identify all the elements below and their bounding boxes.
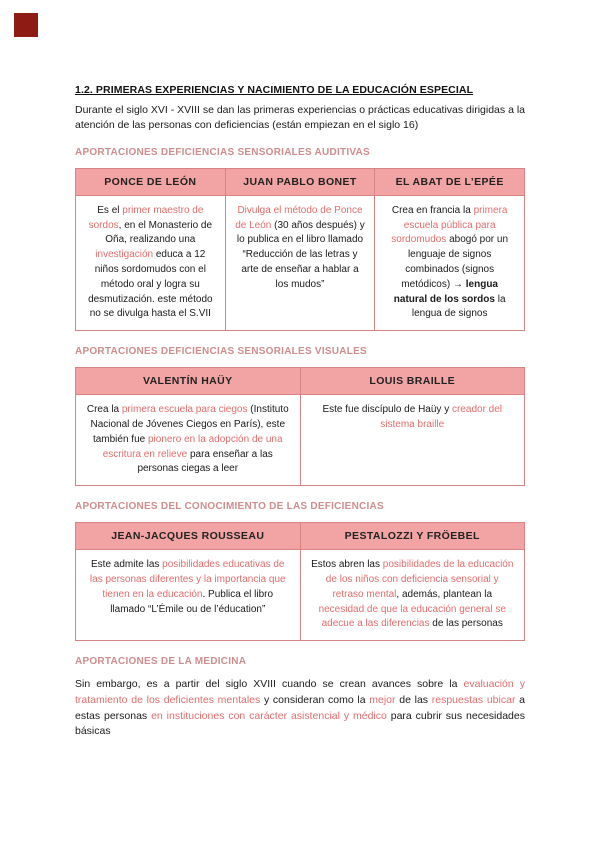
table-header-row xyxy=(76,523,525,550)
table-header-row xyxy=(76,168,525,195)
cell-louis-braille: Este fue discípulo de Haüy y creador del sistema braille xyxy=(300,395,525,486)
section-heading-visuales: APORTACIONES DEFICIENCIAS SENSORIALES VISUALES xyxy=(75,346,367,358)
document-content xyxy=(75,84,525,755)
header-rousseau: JEAN-JACQUES ROUSSEAU xyxy=(76,523,301,550)
section-heading-medicina: APORTACIONES DE LA MEDICINA xyxy=(75,656,247,668)
header-abat-de-lepee: EL ABAT DE L’EPÉE xyxy=(375,168,525,195)
page-title: 1.2. PRIMERAS EXPERIENCIAS Y NACIMIENTO DE LA EDUCACIÓN ESPECIAL xyxy=(75,84,474,96)
table-body-row xyxy=(76,395,525,486)
table-body-row xyxy=(76,550,525,641)
table-conocimiento xyxy=(75,522,525,641)
table-visuales xyxy=(75,367,525,486)
cell-ponce-de-leon: Es el primer maestro de sordos, en el Monasterio de Oña, realizando una investigación educa a 12 niños sordomudos con el método oral y logra su desmutización. este método no se divulga hasta el S.VII xyxy=(76,195,226,330)
cell-abat-de-lepee: Crea en francia la primera escuela pública para sordomudos abogó por un lenguaje de signos combinados (signos metódicos) → lengua natural de los sordos la lengua de signos xyxy=(375,195,525,330)
table-auditivas xyxy=(75,168,525,331)
cell-rousseau: Este admite las posibilidades educativas de las personas diferentes y la importancia que tienen en la educación. Publica el libro llamado “L’Émile ou de l’éducation” xyxy=(76,550,301,641)
cell-valentin-hauy: Crea la primera escuela para ciegos (Instituto Nacional de Jóvenes Ciegos en París), este también fue pionero en la adopción de una escritura en relieve para enseñar a las personas ciegas a leer xyxy=(76,395,301,486)
section-medicina xyxy=(75,656,525,740)
header-ponce-de-leon: PONCE DE LEÓN xyxy=(76,168,226,195)
header-juan-pablo-bonet: JUAN PABLO BONET xyxy=(225,168,375,195)
cell-pestalozzi-froebel: Estos abren las posibilidades de la educación de los niños con deficiencia sensorial y retraso mental, además, plantean la necesidad de que la educación general se adecue a las diferencias de las personas xyxy=(300,550,525,641)
section-auditivas xyxy=(75,147,525,331)
cell-juan-pablo-bonet: Divulga el método de Ponce de León (30 años después) y lo publica en el libro llamado “Reducción de las letras y arte de enseñar a hablar a los mudos” xyxy=(225,195,375,330)
medicina-paragraph: Sin embargo, es a partir del siglo XVIII cuando se crean avances sobre la evaluación y tratamiento de los deficientes mentales y consideran como la mejor de las respuestas ubicar a estas personas en instituciones con carácter asistencial y médico para cubrir sus necesidades básicas xyxy=(75,678,525,738)
table-header-row xyxy=(76,368,525,395)
corner-logo xyxy=(14,13,38,37)
section-visuales xyxy=(75,346,525,486)
header-pestalozzi-froebel: PESTALOZZI Y FRÖEBEL xyxy=(300,523,525,550)
intro-paragraph: Durante el siglo XVI - XVIII se dan las primeras experiencias o prácticas educativas dirigidas a la atención de las personas con deficiencias (están empiezan en el siglo 16) xyxy=(75,104,525,131)
section-heading-conocimiento: APORTACIONES DEL CONOCIMIENTO DE LAS DEFICIENCIAS xyxy=(75,501,384,513)
section-heading-auditivas: APORTACIONES DEFICIENCIAS SENSORIALES AUDITIVAS xyxy=(75,146,370,158)
section-conocimiento xyxy=(75,501,525,641)
header-louis-braille: LOUIS BRAILLE xyxy=(300,368,525,395)
header-valentin-hauy: VALENTÍN HAÜY xyxy=(76,368,301,395)
table-body-row xyxy=(76,195,525,330)
